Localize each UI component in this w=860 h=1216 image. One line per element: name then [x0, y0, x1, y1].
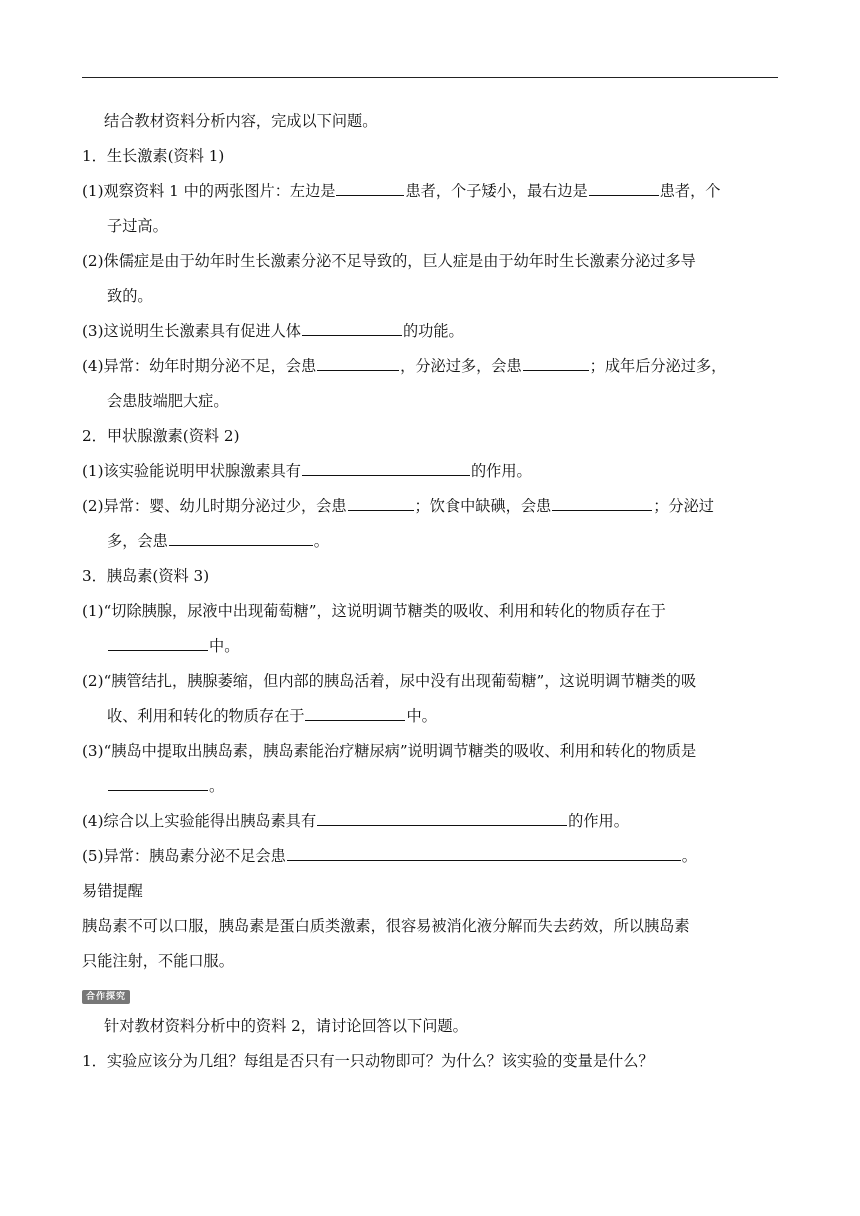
- s1-q4-line1: (4)异常：幼年时期分泌不足，会患 ，分泌过多，会患 ；成年后分泌过多，: [82, 357, 727, 375]
- answer-blank[interactable]: [108, 635, 208, 651]
- answer-blank[interactable]: [552, 495, 652, 511]
- tip-title: 易错提醒: [82, 882, 143, 900]
- s3-q1-line1: (1)“切除胰腺，尿液中出现葡萄糖”，这说明调节糖类的吸收、利用和转化的物质存在于: [82, 602, 666, 620]
- answer-blank[interactable]: [302, 320, 402, 336]
- s1-q2-line2: 致的。: [107, 287, 153, 305]
- badge-row: [82, 979, 782, 1009]
- s3-q1-line2: 中。: [82, 629, 782, 664]
- section-1-title: 1．生长激素(资料 1): [82, 147, 225, 165]
- discuss-q1: 1．实验应该分为几组？每组是否只有一只动物即可？为什么？该实验的变量是什么？: [82, 1052, 654, 1070]
- s3-q4: (4)综合以上实验能得出胰岛素具有 的作用。: [82, 812, 629, 830]
- section-2-title: 2．甲状腺激素(资料 2): [82, 427, 240, 445]
- answer-blank[interactable]: [336, 180, 404, 196]
- s1-q2-line1: (2)侏儒症是由于幼年时生长激素分泌不足导致的，巨人症是由于幼年时生长激素分泌过多导: [82, 252, 696, 270]
- tip-line2: 只能注射，不能口服。: [82, 952, 234, 970]
- tip-line1: 胰岛素不可以口服，胰岛素是蛋白质类激素，很容易被消化液分解而失去药效，所以胰岛素: [82, 917, 690, 935]
- answer-blank[interactable]: [108, 775, 208, 791]
- s1-q4-line2: 会患肢端肥大症。: [107, 392, 229, 410]
- discuss-intro: 针对教材资料分析中的资料 2，请讨论回答以下问题。: [104, 1017, 468, 1035]
- s1-q1-line2: 子过高。: [107, 217, 168, 235]
- answer-blank[interactable]: [317, 810, 567, 826]
- answer-blank[interactable]: [169, 530, 313, 546]
- s2-q2-line1: (2)异常：婴、幼儿时期分泌过少，会患 ；饮食中缺碘，会患 ；分泌过: [82, 497, 714, 515]
- answer-blank[interactable]: [302, 460, 470, 476]
- answer-blank[interactable]: [317, 355, 399, 371]
- s1-q1-line1: (1)观察资料 1 中的两张图片：左边是 患者，个子矮小，最右边是 患者，个: [82, 182, 721, 200]
- s3-q2-line2: 收、利用和转化的物质存在于 中。: [107, 707, 437, 725]
- s3-q5: (5)异常：胰岛素分泌不足会患 。: [82, 847, 697, 865]
- section-3-title: 3．胰岛素(资料 3): [82, 567, 210, 585]
- s2-q2-line2: 多，会患 。: [107, 532, 329, 550]
- answer-blank[interactable]: [305, 705, 405, 721]
- s3-q2-line1: (2)“胰管结扎，胰腺萎缩，但内部的胰岛活着，尿中没有出现葡萄糖”，这说明调节糖类的吸: [82, 672, 697, 690]
- s3-q3-line2: 。: [82, 769, 782, 804]
- intro-text: 结合教材资料分析内容，完成以下问题。: [104, 112, 378, 130]
- s1-q3: (3)这说明生长激素具有促进人体 的功能。: [82, 322, 464, 340]
- s2-q1: (1)该实验能说明甲状腺激素具有 的作用。: [82, 462, 532, 480]
- cooperative-inquiry-badge: 合作探究: [82, 990, 130, 1004]
- s3-q3-line1: (3)“胰岛中提取出胰岛素，胰岛素能治疗糖尿病”说明调节糖类的吸收、利用和转化的物质是: [82, 742, 697, 760]
- worksheet-body: [82, 104, 782, 1079]
- answer-blank[interactable]: [589, 180, 659, 196]
- answer-blank[interactable]: [523, 355, 589, 371]
- answer-blank[interactable]: [348, 495, 414, 511]
- answer-blank[interactable]: [287, 845, 681, 861]
- header-rule: [82, 77, 778, 78]
